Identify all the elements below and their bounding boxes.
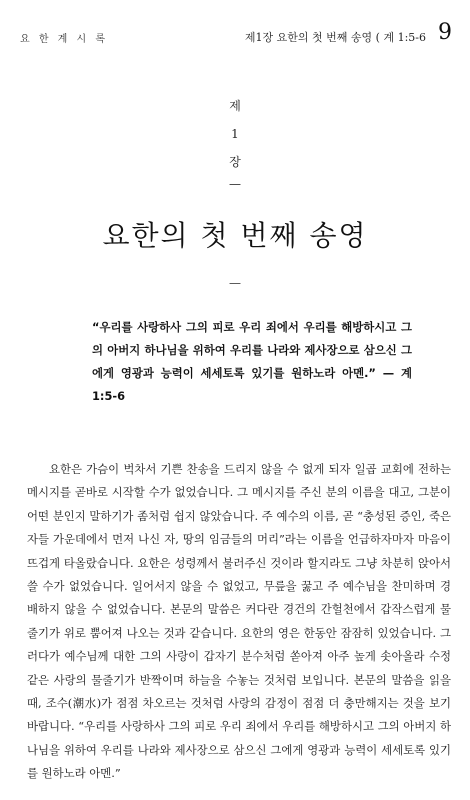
title-dash: — <box>229 276 241 290</box>
chapter-label-bottom: 장 <box>229 155 241 169</box>
chapter-title: 요한의 첫 번째 송영 <box>102 219 368 252</box>
section-title: 제1장 요한의 첫 번째 송영 ( 계 1:5-6 <box>244 31 426 44</box>
body-paragraph: 요한은 가슴이 벅차서 기쁜 찬송을 드리지 않을 수 없게 되자 일곱 교회에 전하는 메시지를 곧바로 시작할 수가 없었습니다. 그 메시지를 주신 분의 이름을 대고, 그분이 어떤 분인지 말하기가 좀처럼 쉽지 않았습니다. 주 예수의 이름, 곧 “충성된 증인, 죽은 자들 가운데에서 먼저 나신 자, 땅의 임금들의 머리”라는 이름을 언급하자마자 마음이 뜨겁게 타올랐습니다. 요한은 성령께서 불러주신 것이라 할지라도 그냥 차분히 앉아서 쓸 수가 없었습니다. 일어서지 않을 수 없었고, 무릎을 꿇고 주 예수님을 찬미하며 경배하지 않을 수 없었습니다. 본문의 말씀은 커다란 경건의 간헐천에서 갑작스럽게 물줄기가 위로 뿜어져 나오는 것과 같습니다. 요한의 영은 한동안 잠잠히 있었습니다. 그러다가 예수님께 대한 그의 사랑이 갑자기 분수처럼 쏟아져 아주 높게 솟아올라 수정 같은 사랑의 물줄기가 반짝이며 하늘을 수놓는 것처럼 보입니다. 본문의 말씀을 읽을 때, 조수(潮水)가 점점 차오르는 것처럼 사랑의 감정이 점점 더 충만해지는 것을 보기 바랍니다. “우리를 사랑하사 그의 피로 우리 죄에서 우리를 해방하시고 그의 아버지 하나님을 위하여 우리를 나라와 제사장으로 삼으신 그에게 영광과 능력이 세세토록 있기를 원하노라 아멘.” <box>27 462 451 781</box>
chapter-label <box>0 92 470 192</box>
chapter-label-number: 1 <box>231 127 239 141</box>
epigraph-reference: — 계 1:5-6 <box>92 366 412 403</box>
page-number: 9 <box>438 20 452 45</box>
epigraph <box>92 316 412 408</box>
chapter-dash: — <box>229 177 241 191</box>
chapter-label-top: 제 <box>229 99 241 113</box>
book-title: 요 한 계 시 록 <box>20 34 109 45</box>
epigraph-text: “우리를 사랑하사 그의 피로 우리 죄에서 우리를 해방하시고 그의 아버지 하나님을 위하여 우리를 나라와 제사장으로 삼으신 그에게 영광과 능력이 세세토록 있기를 원하노라 아멘.” <box>92 320 412 380</box>
running-header <box>0 0 470 60</box>
